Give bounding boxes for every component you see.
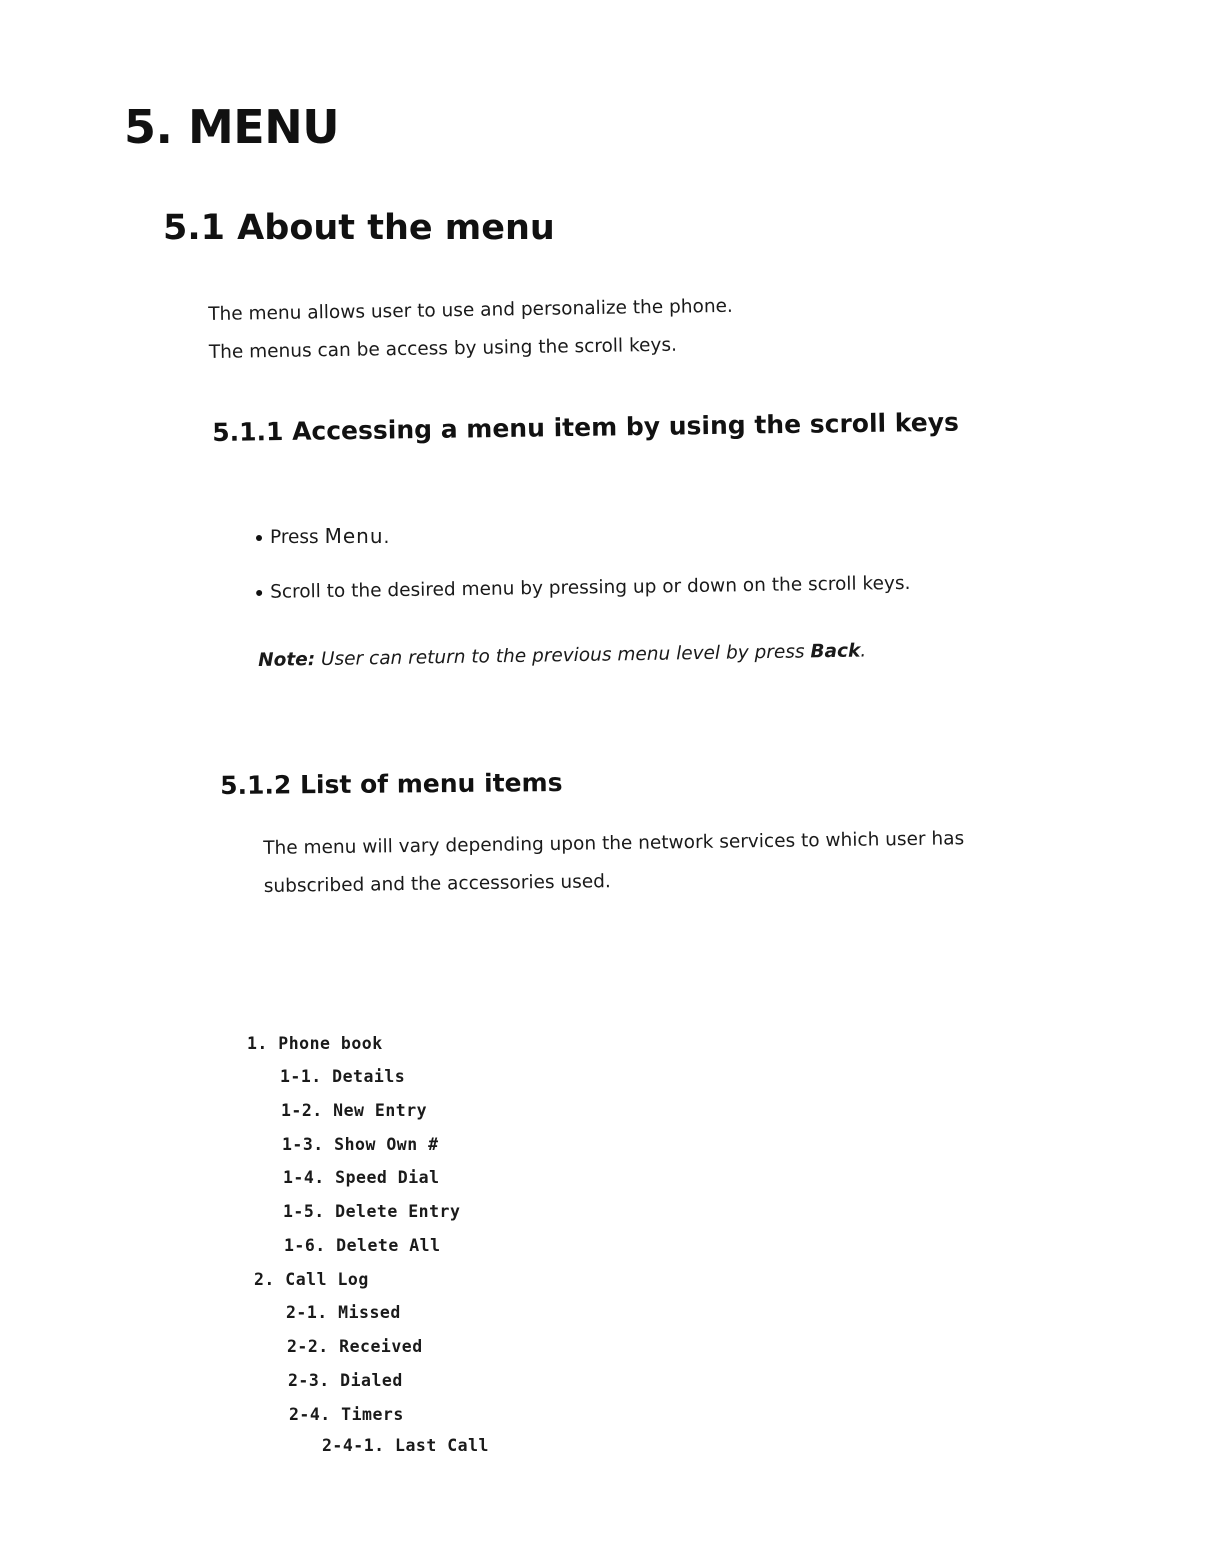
note-period: . <box>860 640 867 662</box>
list-intro-paragraph <box>263 820 965 906</box>
menu-item-level2: 1-3. Show Own # <box>282 1135 439 1154</box>
paragraph-line: subscribed and the accessories used. <box>263 871 611 897</box>
menu-item-level2: 1-5. Delete Entry <box>283 1202 461 1221</box>
subsection-title-list: 5.1.2 List of menu items <box>220 768 563 800</box>
menu-item-level2: 1-1. Details <box>280 1067 406 1086</box>
menu-item-level2: 2-4. Timers <box>289 1405 404 1424</box>
bullet-period: . <box>383 527 390 548</box>
note <box>258 640 866 671</box>
bullet-dot <box>256 535 262 541</box>
bullet-scroll <box>256 573 911 603</box>
note-label: Note: <box>258 649 316 671</box>
back-key-label: Back <box>810 640 861 663</box>
note-text: User can return to the previous menu level by press <box>314 641 811 671</box>
subsection-title-accessing: 5.1.1 Accessing a menu item by using the scroll keys <box>212 407 960 447</box>
chapter-title: 5. MENU <box>124 100 340 154</box>
menu-item-level2: 2-3. Dialed <box>288 1371 403 1390</box>
menu-item-level2: 1-6. Delete All <box>284 1236 441 1255</box>
menu-item-level1: 2. Call Log <box>254 1270 369 1289</box>
paragraph-line: The menu will vary depending upon the network services to which user has <box>263 828 965 859</box>
menu-key-label: Menu <box>324 524 384 548</box>
menu-item-level2: 2-2. Received <box>287 1337 423 1356</box>
menu-item-level1: 1. Phone book <box>247 1034 383 1053</box>
bullet-dot <box>256 590 262 596</box>
menu-item-level2: 1-2. New Entry <box>281 1101 428 1120</box>
about-menu-paragraph <box>208 288 734 372</box>
menu-item-level2: 1-4. Speed Dial <box>283 1168 440 1187</box>
bullet-press-menu <box>256 524 389 548</box>
section-title-about-menu: 5.1 About the menu <box>163 208 555 248</box>
menu-item-level3: 2-4-1. Last Call <box>322 1436 489 1455</box>
bullet-text: Scroll to the desired menu by pressing up or down on the scroll keys. <box>269 572 911 603</box>
paragraph-line: The menus can be access by using the scroll keys. <box>208 334 678 363</box>
menu-item-level2: 2-1. Missed <box>286 1303 401 1322</box>
bullet-text: Press <box>270 527 325 548</box>
paragraph-line: The menu allows user to use and personalize the phone. <box>208 295 734 325</box>
